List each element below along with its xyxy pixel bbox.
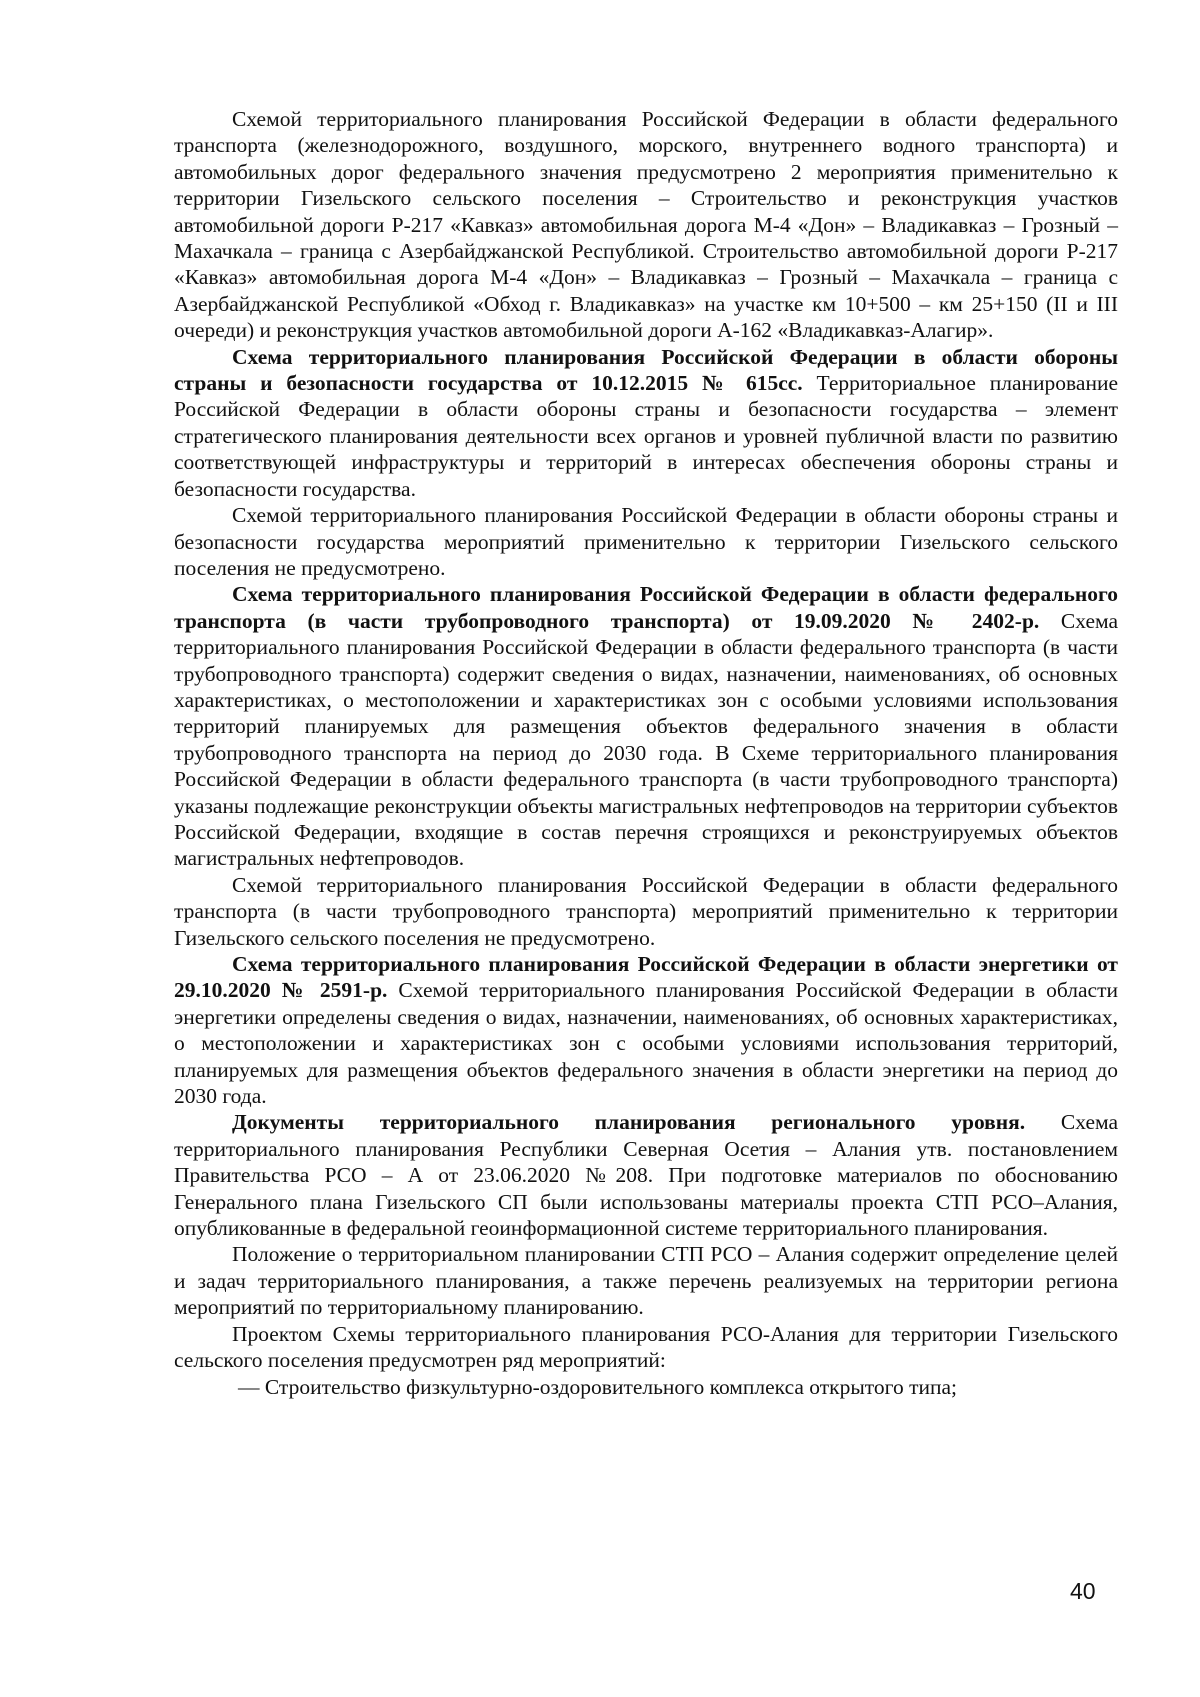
paragraph-text: Схемой территориального планирования Российской Федерации в области федерального транспорта (в части трубопроводного транспорта) мероприятий применительно к территории Гизельского сельского поселения не предусмотрено.: [174, 872, 1118, 950]
paragraph: [174, 1321, 1118, 1374]
paragraph: [174, 344, 1118, 502]
paragraph-text: Положение о территориальном планировании СТП РСО – Алания содержит определение целей и задач территориального планирования, а также перечень реализуемых на территории региона мероприятий по территориальному планированию.: [174, 1242, 1118, 1320]
paragraph: [174, 581, 1118, 871]
list-item: — Строительство физкультурно-оздоровительного комплекса открытого типа;: [238, 1374, 958, 1399]
paragraph: [174, 872, 1118, 951]
document-page: [174, 106, 1118, 1400]
paragraph-text: Схема территориального планирования Российской Федерации в области федерального транспорта (в части трубопроводного транспорта) содержит сведения о видах, назначении, наименованиях, об основных характеристиках, о местоположении и характеристиках зон с особыми условиями использования территорий планируемых для размещения объектов федерального значения в области трубопроводного транспорта на период до 2030 года. В Схеме территориального планирования Российской Федерации в области федерального транспорта (в части трубопроводного транспорта) указаны подлежащие реконструкции объекты магистральных нефтепроводов на территории субъектов Российской Федерации, входящие в состав перечня строящихся и реконструируемых объектов магистральных нефтепроводов.: [174, 608, 1118, 871]
paragraph-text: Проектом Схемы территориального планирования РСО-Алания для территории Гизельского сельского поселения предусмотрен ряд мероприятий:: [174, 1321, 1118, 1373]
paragraph: [174, 106, 1118, 344]
paragraph-text: Схемой территориального планирования Российской Федерации в области обороны страны и безопасности государства мероприятий применительно к территории Гизельского сельского поселения не предусмотрено.: [174, 503, 1118, 580]
paragraph: [174, 951, 1118, 1109]
paragraph: [174, 1109, 1118, 1241]
paragraph-bold-heading: Документы территориального планирования регионального уровня.: [232, 1110, 1026, 1135]
paragraph-text: Схемой территориального планирования Российской Федерации в области федерального транспорта (железнодорожного, воздушного, морского, внутреннего водного транспорта) и автомобильных дорог федерального значения предусмотрено 2 мероприятия применительно к территории Гизельского сельского поселения – Строительство и реконструкция участков автомобильной дороги Р-217 «Кавказ» автомобильная дорога М-4 «Дон» – Владикавказ – Грозный – Махачкала – граница с Азербайджанской Республикой. Строительство автомобильной дороги Р-217 «Кавказ» автомобильная дорога М-4 «Дон» – Владикавказ – Грозный – Махачкала – граница с Азербайджанской Республикой «Обход г. Владикавказ» на участке км 10+500 – км 25+150 (II и III очереди) и реконструкция участков автомобильной дороги А-162 «Владикавказ-Алагир».: [174, 107, 1118, 343]
paragraph: [174, 502, 1118, 581]
paragraph-bold-heading: Схема территориального планирования Российской Федерации в области обороны страны и безопасности государства от 10.12.2015 № 615сс.: [174, 344, 1118, 396]
paragraph-text: Территориальное планирование Российской Федерации в области обороны страны и безопасности государства – элемент стратегического планирования деятельности всех органов и уровней публичной власти по развитию соответствующей инфраструктуры и территорий в интересах обеспечения обороны страны и безопасности государства.: [174, 371, 1118, 501]
page-number: 40: [1070, 1578, 1096, 1604]
paragraph-text: Схема территориального планирования Республики Северная Осетия – Алания утв. постановлением Правительства РСО – А от 23.06.2020 №208. При подготовке материалов по обоснованию Генерального плана Гизельского СП были использованы материалы проекта СТП РСО–Алания, опубликованные в федеральной геоинформационной системе территориального планирования.: [174, 1110, 1118, 1241]
paragraph-bold-heading: Схема территориального планирования Российской Федерации в области федерального транспорта (в части трубопроводного транспорта) от 19.09.2020 № 2402-р.: [174, 582, 1118, 633]
paragraph-text: Схемой территориального планирования Российской Федерации в области энергетики определены сведения о видах, назначении, наименованиях, об основных характеристиках, о местоположении и характеристиках зон с особыми условиями использования территорий, планируемых для размещения объектов федерального значения в области энергетики на период до 2030 года.: [174, 978, 1118, 1109]
paragraph: [174, 1241, 1118, 1320]
paragraph-bold-heading: Схема территориального планирования Российской Федерации в области энергетики от 29.10.2020 № 2591-р.: [174, 952, 1118, 1003]
